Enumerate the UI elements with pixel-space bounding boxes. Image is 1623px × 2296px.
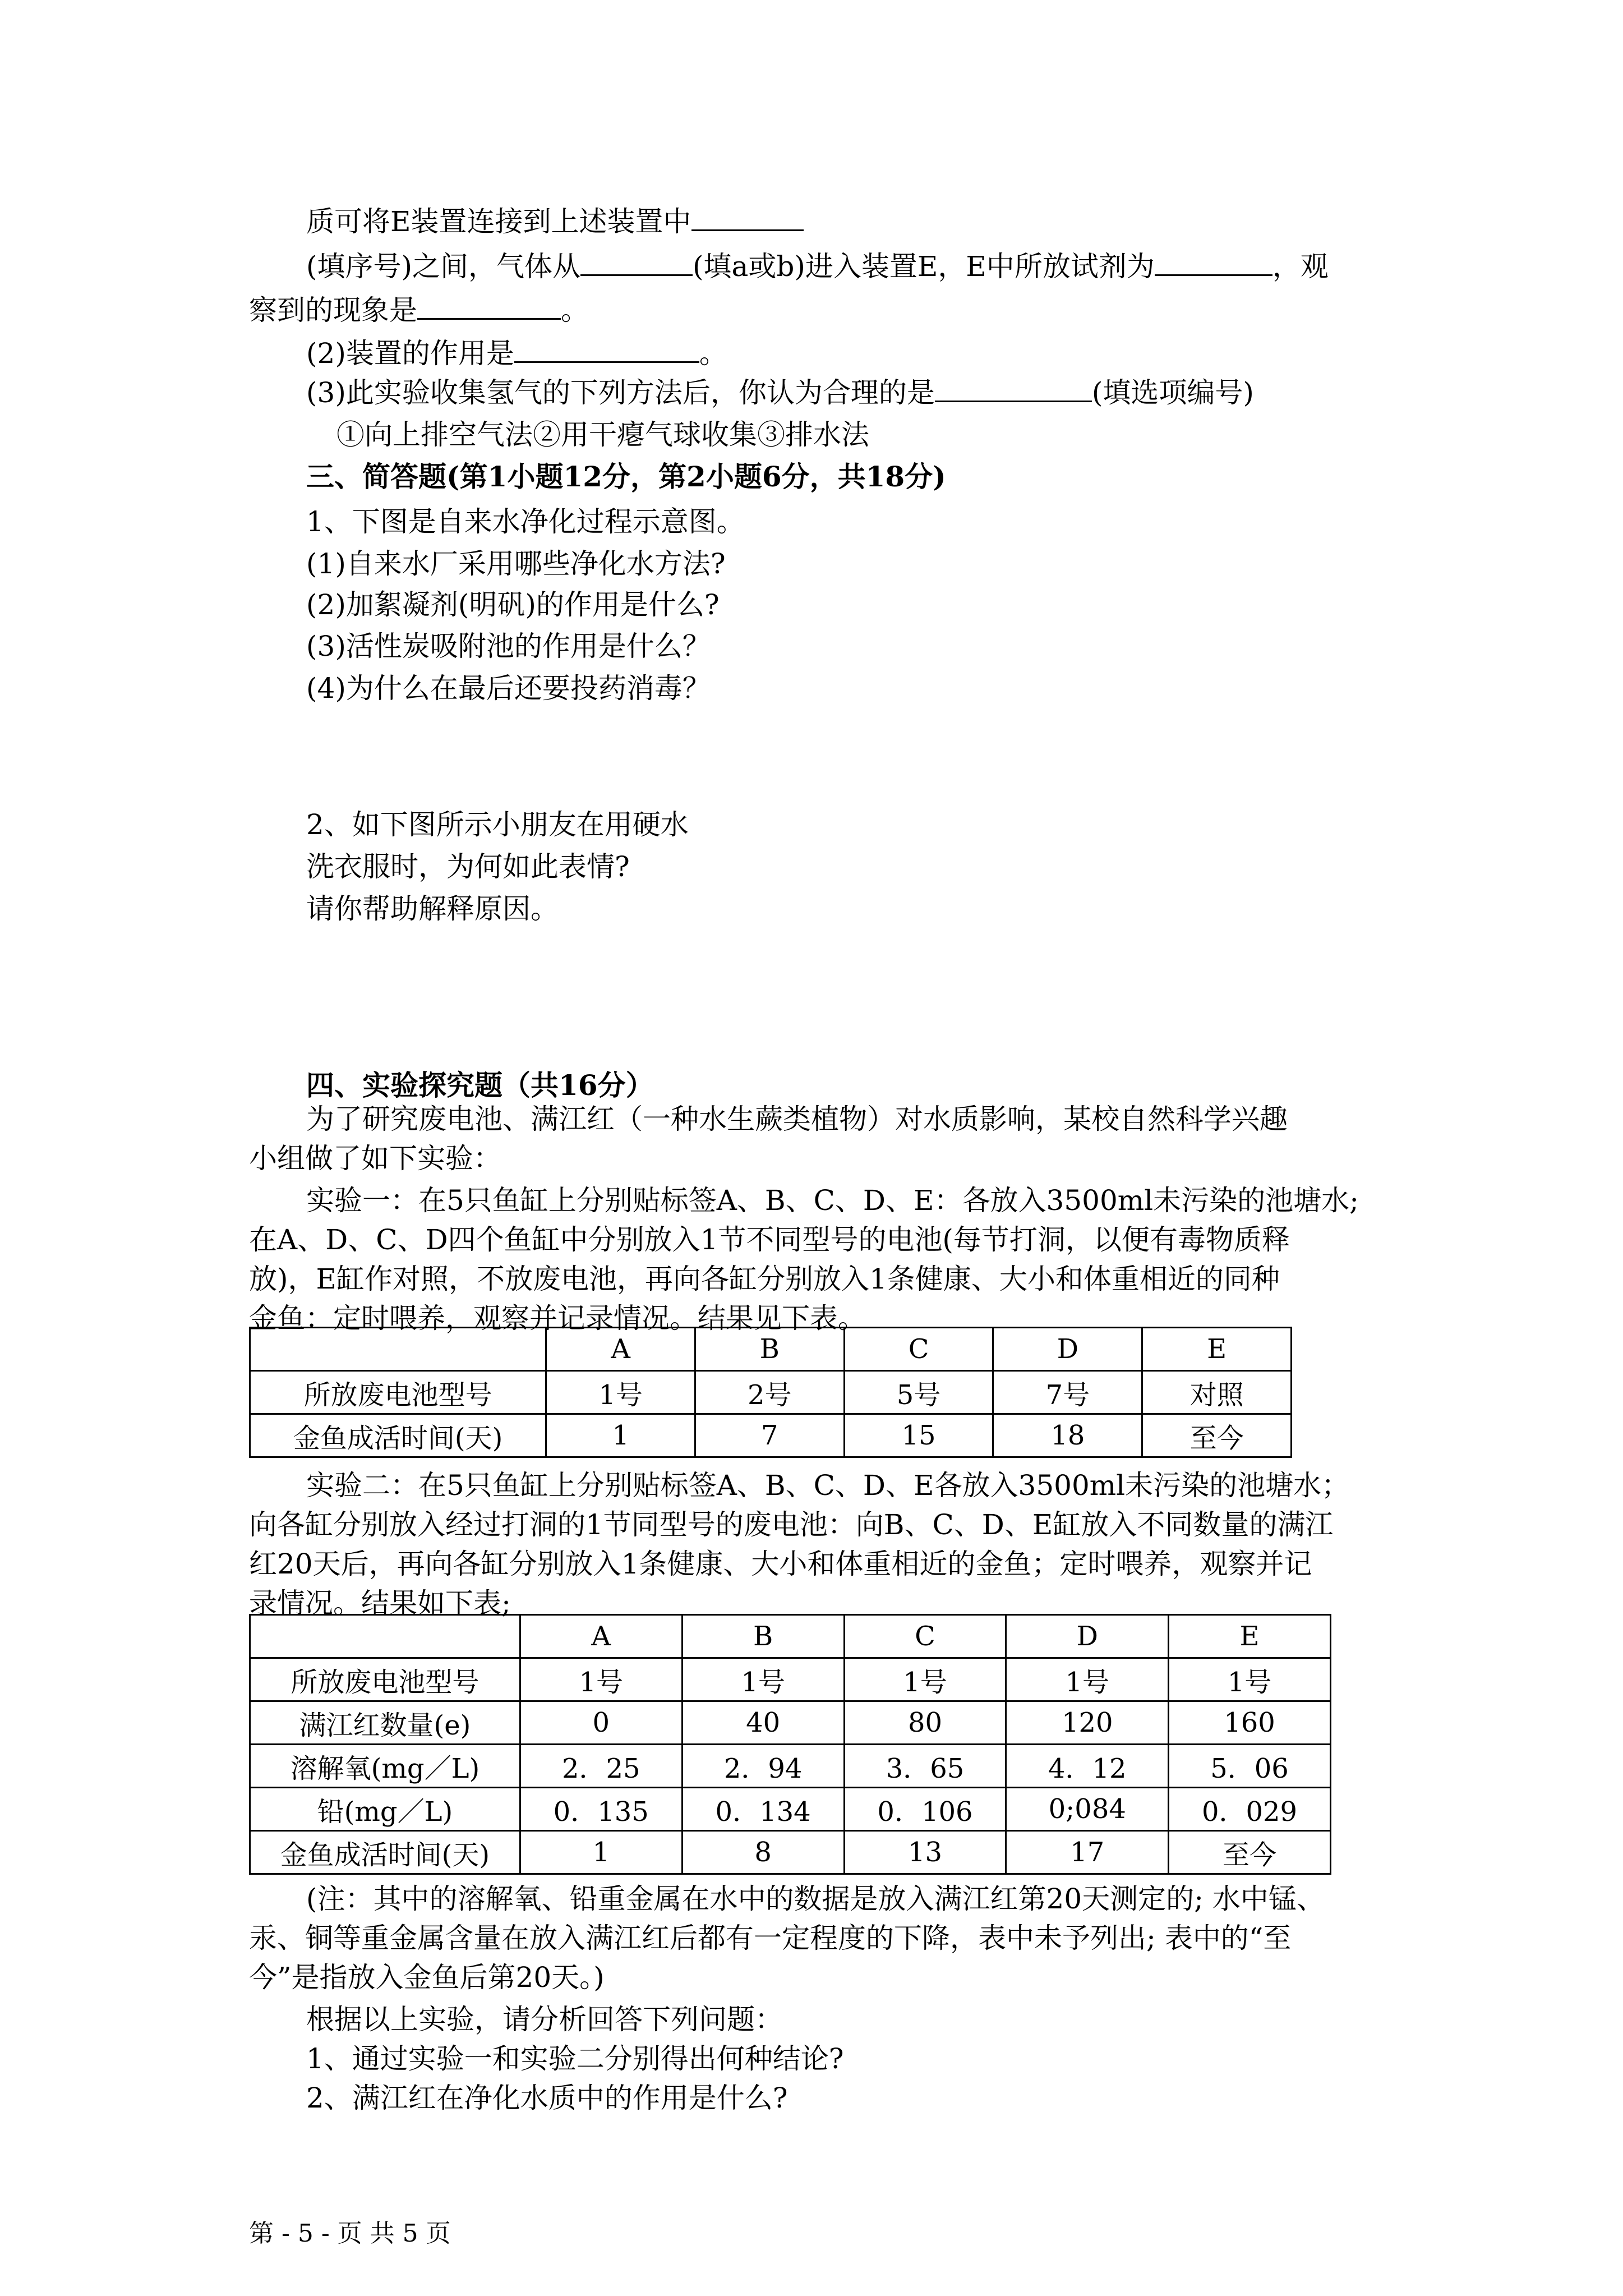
- table-cell: 8: [682, 1831, 844, 1874]
- table-cell: 1号: [682, 1658, 844, 1701]
- continuation-text: 察到的现象是: [249, 294, 417, 326]
- table-cell: E: [1169, 1615, 1331, 1658]
- table-cell: 1号: [844, 1658, 1006, 1701]
- table-cell: 7: [695, 1414, 844, 1457]
- table-row: [250, 1658, 1331, 1701]
- table-cell: 120: [1006, 1701, 1169, 1745]
- answer-blank[interactable]: [935, 376, 1092, 402]
- table-row: [250, 1371, 1292, 1414]
- answer-blank[interactable]: [514, 337, 699, 363]
- continuation-line-2: [306, 250, 1329, 283]
- continuation-text: 质可将E装置连接到上述装置中: [306, 205, 691, 238]
- table-cell: 0: [520, 1701, 682, 1745]
- experiment-2-line: 录情况。结果如下表;: [249, 1587, 511, 1619]
- table-row: [250, 1788, 1331, 1831]
- table-cell: 0．029: [1169, 1788, 1331, 1831]
- table-cell: 1号: [546, 1371, 695, 1414]
- section-3-q2-line: 洗衣服时，为何如此表情?: [306, 850, 630, 883]
- table-cell: 金鱼成活时间(天): [250, 1414, 546, 1457]
- table-cell: 2．25: [520, 1745, 682, 1788]
- question-text: 。: [699, 337, 727, 370]
- table-row: [250, 1414, 1292, 1457]
- experiment-1-line: 在A、D、C、D四个鱼缸中分别放入1节不同型号的电池(每节打洞，以便有毒物质释: [249, 1223, 1290, 1256]
- experiment-2-line: 实验二：在5只鱼缸上分别贴标签A、B、C、D、E各放入3500ml未污染的池塘水；: [306, 1469, 1350, 1502]
- continuation-line-1: [306, 205, 804, 238]
- section-3-q1-sub: (4)为什么在最后还要投药消毒？: [306, 672, 711, 705]
- table-cell: 7号: [993, 1371, 1142, 1414]
- table-row: [250, 1745, 1331, 1788]
- continuation-text: 。: [561, 294, 589, 326]
- experiment-2-line: 向各缸分别放入经过打洞的1节同型号的废电池：向B、C、D、E缸放入不同数量的满江: [249, 1508, 1334, 1541]
- table-header-row: [250, 1328, 1292, 1371]
- table-cell: 15: [844, 1414, 993, 1457]
- table-cell: 1号: [1006, 1658, 1169, 1701]
- table-cell: 1号: [520, 1658, 682, 1701]
- answer-blank[interactable]: [417, 293, 561, 320]
- table-cell: 80: [844, 1701, 1006, 1745]
- table-cell: 17: [1006, 1831, 1169, 1874]
- table-header-row: [250, 1615, 1331, 1658]
- section-3-q1-sub: (2)加絮凝剂(明矾)的作用是什么?: [306, 588, 720, 621]
- table-cell: C: [844, 1328, 993, 1371]
- table-cell: 5．06: [1169, 1745, 1331, 1788]
- table-cell: 铅(mg／L): [250, 1788, 520, 1831]
- note-line: 汞、铜等重金属含量在放入满江红后都有一定程度的下降，表中未予列出; 表中的“至: [249, 1922, 1292, 1954]
- table-row: [250, 1701, 1331, 1745]
- analysis-question: 2、满江红在净化水质中的作用是什么?: [306, 2082, 788, 2114]
- table-cell: A: [546, 1328, 695, 1371]
- analysis-question: 1、通过实验一和实验二分别得出何种结论?: [306, 2042, 844, 2075]
- table-cell: 2号: [695, 1371, 844, 1414]
- table-cell: 满江红数量(e): [250, 1701, 520, 1745]
- table-cell: 1: [546, 1414, 695, 1457]
- section-4-heading: 四、实验探究题（共16分）: [306, 1069, 654, 1102]
- table-row: [250, 1831, 1331, 1874]
- continuation-line-3: [249, 293, 589, 327]
- answer-blank[interactable]: [1155, 250, 1272, 276]
- table-cell: 至今: [1169, 1831, 1331, 1874]
- table-cell: B: [695, 1328, 844, 1371]
- table-cell: 13: [844, 1831, 1006, 1874]
- question-3-line: [306, 376, 1254, 409]
- table-cell: 至今: [1142, 1414, 1292, 1457]
- section-4-intro-line: 小组做了如下实验：: [249, 1142, 501, 1175]
- section-3-q1-sub: (3)活性炭吸附池的作用是什么？: [306, 630, 711, 662]
- table-cell: 40: [682, 1701, 844, 1745]
- table-cell: 1: [520, 1831, 682, 1874]
- table-cell: 金鱼成活时间(天): [250, 1831, 520, 1874]
- table-cell: 2．94: [682, 1745, 844, 1788]
- note-line: (注：其中的溶解氧、铅重金属在水中的数据是放入满江红第20天测定的; 水中锰、: [306, 1883, 1325, 1915]
- table-cell: 3．65: [844, 1745, 1006, 1788]
- table-cell: A: [520, 1615, 682, 1658]
- continuation-text: ，观: [1272, 250, 1329, 283]
- answer-blank[interactable]: [580, 250, 693, 276]
- continuation-text: (填序号)之间，气体从: [306, 250, 581, 283]
- continuation-text: (填a或b)进入装置E，E中所放试剂为: [693, 250, 1155, 283]
- table-cell: 0．134: [682, 1788, 844, 1831]
- page-footer: 第 - 5 - 页 共 5 页: [249, 2219, 451, 2248]
- table-cell: 溶解氧(mg／L): [250, 1745, 520, 1788]
- table-cell: 0．106: [844, 1788, 1006, 1831]
- table-cell: 对照: [1142, 1371, 1292, 1414]
- answer-blank[interactable]: [691, 205, 804, 231]
- table-cell: [250, 1615, 520, 1658]
- section-3-q1-sub: (1)自来水厂采用哪些净化水方法?: [306, 547, 726, 580]
- table-cell: 0;084: [1006, 1788, 1169, 1831]
- table-cell: D: [993, 1328, 1142, 1371]
- section-3-q2-line: 请你帮助解释原因。: [306, 892, 559, 925]
- question-text: (2)装置的作用是: [306, 337, 514, 370]
- experiment-1-line: 放)，E缸作对照，不放废电池，再向各缸分别放入1条健康、大小和体重相近的同种: [249, 1263, 1280, 1295]
- section-3-q1-intro: 1、下图是自来水净化过程示意图。: [306, 505, 745, 538]
- experiment-2-table: [249, 1614, 1331, 1875]
- note-line: 今”是指放入金鱼后第20天。): [249, 1961, 605, 1994]
- experiment-1-line: 实验一：在5只鱼缸上分别贴标签A、B、C、D、E：各放入3500ml未污染的池塘水;: [306, 1184, 1359, 1217]
- question-text: (3)此实验收集氢气的下列方法后，你认为合理的是: [306, 376, 935, 409]
- table-cell: D: [1006, 1615, 1169, 1658]
- analysis-prompt: 根据以上实验，请分析回答下列问题：: [306, 2003, 783, 2036]
- table-cell: B: [682, 1615, 844, 1658]
- table-cell: 0．135: [520, 1788, 682, 1831]
- table-cell: C: [844, 1615, 1006, 1658]
- section-3-heading: 三、简答题(第1小题12分，第2小题6分，共18分): [306, 460, 946, 493]
- options-line: ①向上排空气法②用干瘪气球收集③排水法: [336, 418, 869, 451]
- table-cell: 5号: [844, 1371, 993, 1414]
- experiment-2-line: 红20天后，再向各缸分别放入1条健康、大小和体重相近的金鱼；定时喂养，观察并记: [249, 1548, 1312, 1580]
- experiment-1-table: [249, 1327, 1292, 1458]
- table-cell: [250, 1328, 546, 1371]
- table-cell: 18: [993, 1414, 1142, 1457]
- experiment-1-line: 金鱼：定时喂养，观察并记录情况。结果见下表。: [249, 1302, 866, 1335]
- table-cell: 所放废电池型号: [250, 1658, 520, 1701]
- table-cell: 160: [1169, 1701, 1331, 1745]
- question-2-line: [306, 337, 727, 370]
- table-cell: E: [1142, 1328, 1292, 1371]
- table-cell: 4．12: [1006, 1745, 1169, 1788]
- table-cell: 1号: [1169, 1658, 1331, 1701]
- table-cell: 所放废电池型号: [250, 1371, 546, 1414]
- section-3-q2-line: 2、如下图所示小朋友在用硬水: [306, 808, 689, 841]
- question-text: (填选项编号): [1091, 376, 1254, 409]
- section-4-intro-line: 为了研究废电池、满江红（一种水生蕨类植物）对水质影响，某校自然科学兴趣: [306, 1103, 1288, 1135]
